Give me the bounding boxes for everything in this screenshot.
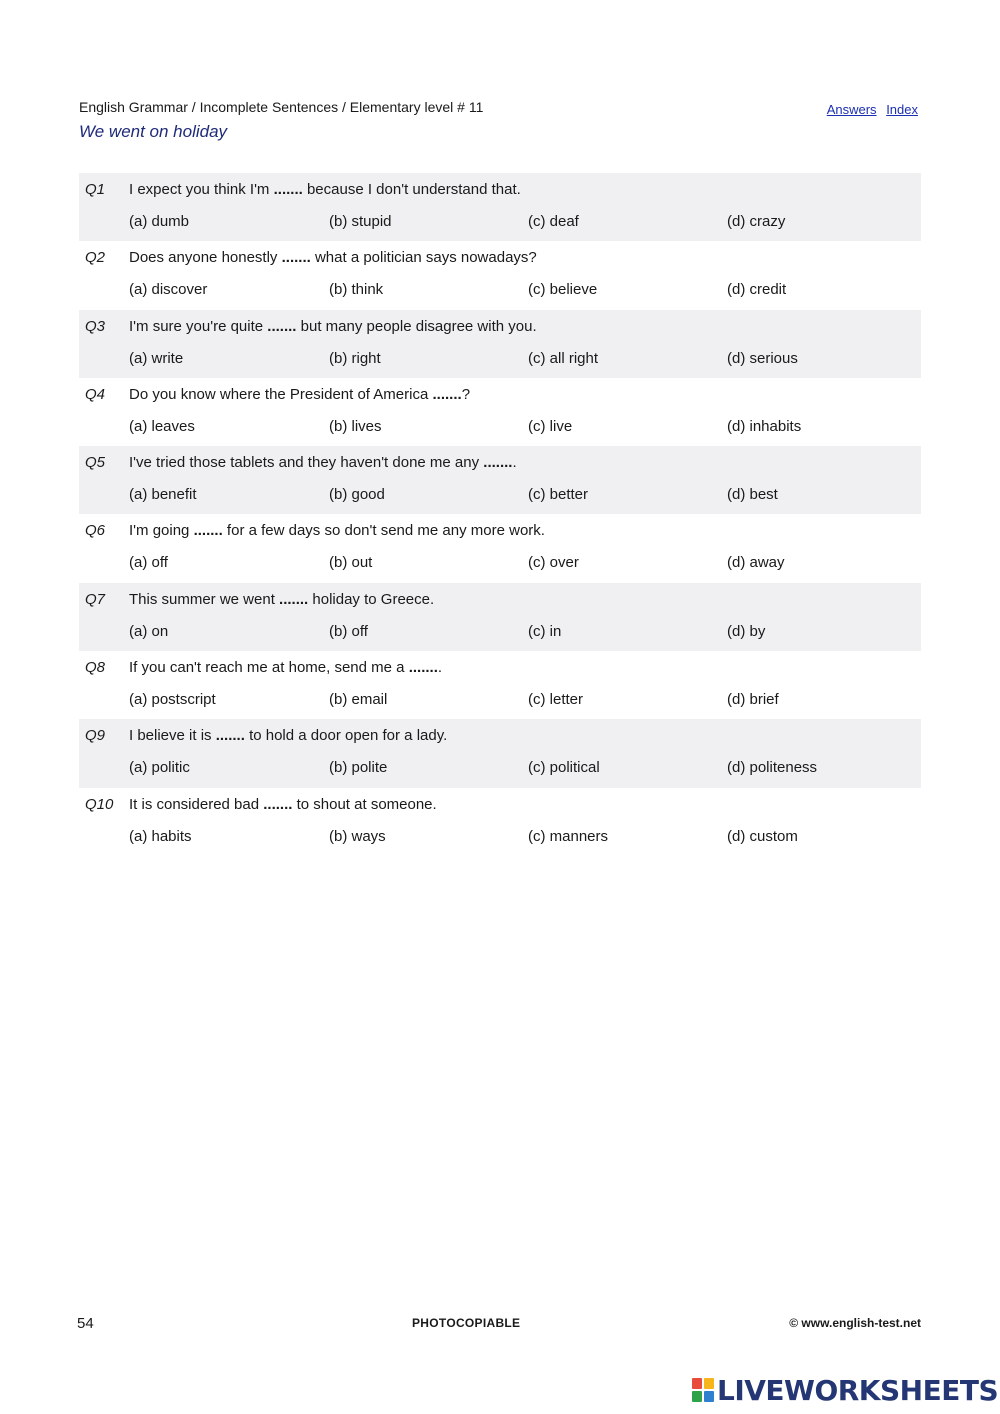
copyright-notice: © www.english-test.net [789,1316,921,1330]
option-c[interactable]: (c) letter [528,691,584,709]
question-text-after: what a politician says nowadays? [310,249,537,267]
option-b[interactable]: (b) off [329,622,368,640]
option-d[interactable]: (d) politeness [727,759,818,777]
option-c[interactable]: (c) deaf [528,213,579,230]
question-blank: ....... [263,795,293,813]
question-row [79,719,921,787]
question-text [129,181,521,198]
top-links [821,102,918,117]
option-d[interactable]: (d) inhabits [727,417,802,435]
question-number: Q9 [85,727,106,745]
liveworksheets-logo[interactable] [692,1374,998,1406]
option-d[interactable]: (d) custom [727,827,798,845]
question-blank: ....... [267,317,297,335]
question-text-after: to shout at someone. [292,795,437,813]
breadcrumb: English Grammar / Incomplete Sentences / Elementary level # 11 [79,99,484,115]
question-blank: ....... [215,727,245,745]
option-d[interactable]: (d) credit [727,281,787,299]
question-text [129,386,470,403]
question-text-after: to hold a door open for a lady. [244,727,448,745]
option-b[interactable]: (b) polite [329,759,388,777]
photocopiable-label: PHOTOCOPIABLE [412,1316,521,1330]
question-number: Q4 [85,385,106,403]
option-b[interactable]: (b) stupid [329,213,392,230]
question-text-after: ? [461,385,471,403]
question-number: Q5 [85,454,106,472]
question-number: Q2 [85,249,106,267]
option-a[interactable]: (a) write [129,349,184,367]
question-number: Q1 [85,181,106,198]
question-row [79,446,921,514]
question-text [129,522,545,539]
question-text-before: It is considered bad [129,795,264,813]
option-a[interactable]: (a) benefit [129,486,197,504]
option-b[interactable]: (b) think [329,281,384,299]
question-text [129,454,517,471]
question-number: Q8 [85,659,106,677]
grid-icon-cell [704,1391,714,1402]
option-a[interactable]: (a) leaves [129,417,195,435]
option-d[interactable]: (d) serious [727,349,798,367]
question-blank: ....... [483,454,513,472]
option-a[interactable]: (a) off [129,554,168,572]
option-a[interactable]: (a) dumb [129,213,190,230]
question-row [79,310,921,378]
question-number: Q3 [85,317,106,335]
question-row [79,241,921,309]
question-row [79,173,921,241]
question-blank: ....... [408,659,438,677]
question-text-after: for a few days so don't send me any more work. [222,522,545,540]
question-text-after: but many people disagree with you. [296,317,537,335]
question-row [79,583,921,651]
question-number: Q6 [85,522,106,540]
option-c[interactable]: (c) over [528,554,579,572]
option-c[interactable]: (c) believe [528,281,598,299]
question-text-before: I'm sure you're quite [129,317,268,335]
liveworksheets-wordmark: LIVEWORKSHEETS [717,1373,999,1407]
question-text [129,659,442,676]
option-c[interactable]: (c) manners [528,827,609,845]
option-c[interactable]: (c) better [528,486,589,504]
question-row [79,514,921,582]
option-b[interactable]: (b) lives [329,417,382,435]
question-row [79,651,921,719]
question-blank: ....... [273,181,303,198]
page-title: We went on holiday [79,122,228,141]
option-a[interactable]: (a) habits [129,827,192,845]
question-text-before: I believe it is [129,727,216,745]
question-blank: ....... [193,522,223,540]
option-c[interactable]: (c) in [528,622,562,640]
question-text [129,796,437,813]
option-c[interactable]: (c) political [528,759,600,777]
option-d[interactable]: (d) by [727,622,766,640]
question-blank: ....... [279,590,309,608]
question-text-before: This summer we went [129,590,280,608]
question-text-after: . [437,659,443,677]
question-text-after: because I don't understand that. [302,181,521,198]
question-text [129,249,537,266]
question-blank: ....... [281,249,311,267]
question-text-before: I'm going [129,522,194,540]
option-d[interactable]: (d) away [727,554,785,572]
question-text [129,318,537,335]
option-a[interactable]: (a) on [129,622,169,640]
grid-icon-cell [692,1378,702,1389]
option-b[interactable]: (b) ways [329,827,386,845]
option-d[interactable]: (d) crazy [727,213,786,230]
answers-link[interactable]: Answers [826,102,877,117]
question-text-before: Does anyone honestly [129,249,282,267]
option-b[interactable]: (b) out [329,554,373,572]
liveworksheets-grid-icon [692,1378,714,1402]
grid-icon-cell [692,1391,702,1402]
option-a[interactable]: (a) politic [129,759,190,777]
option-c[interactable]: (c) live [528,417,573,435]
question-blank: ....... [432,385,462,403]
option-d[interactable]: (d) brief [727,691,779,709]
question-text [129,591,434,608]
question-text-after: . [512,454,517,472]
question-list [79,173,921,856]
option-b[interactable]: (b) right [329,349,381,367]
option-b[interactable]: (b) email [329,691,388,709]
option-a[interactable]: (a) postscript [129,691,216,709]
index-link[interactable]: Index [886,102,918,117]
question-text-before: I've tried those tablets and they haven't done me any [129,454,484,472]
question-row [79,378,921,446]
question-text-before: Do you know where the President of America [129,385,433,403]
question-text-before: I expect you think I'm [129,181,274,198]
question-text-after: holiday to Greece. [308,590,435,608]
option-a[interactable]: (a) discover [129,281,208,299]
page-number: 54 [77,1315,94,1332]
option-b[interactable]: (b) good [329,486,385,504]
question-row [79,788,921,856]
question-number: Q7 [85,590,106,608]
question-text [129,727,447,744]
question-text-before: If you can't reach me at home, send me a [129,659,409,677]
option-c[interactable]: (c) all right [528,349,599,367]
grid-icon-cell [704,1378,714,1389]
question-number: Q10 [85,795,114,813]
option-d[interactable]: (d) best [727,486,778,504]
